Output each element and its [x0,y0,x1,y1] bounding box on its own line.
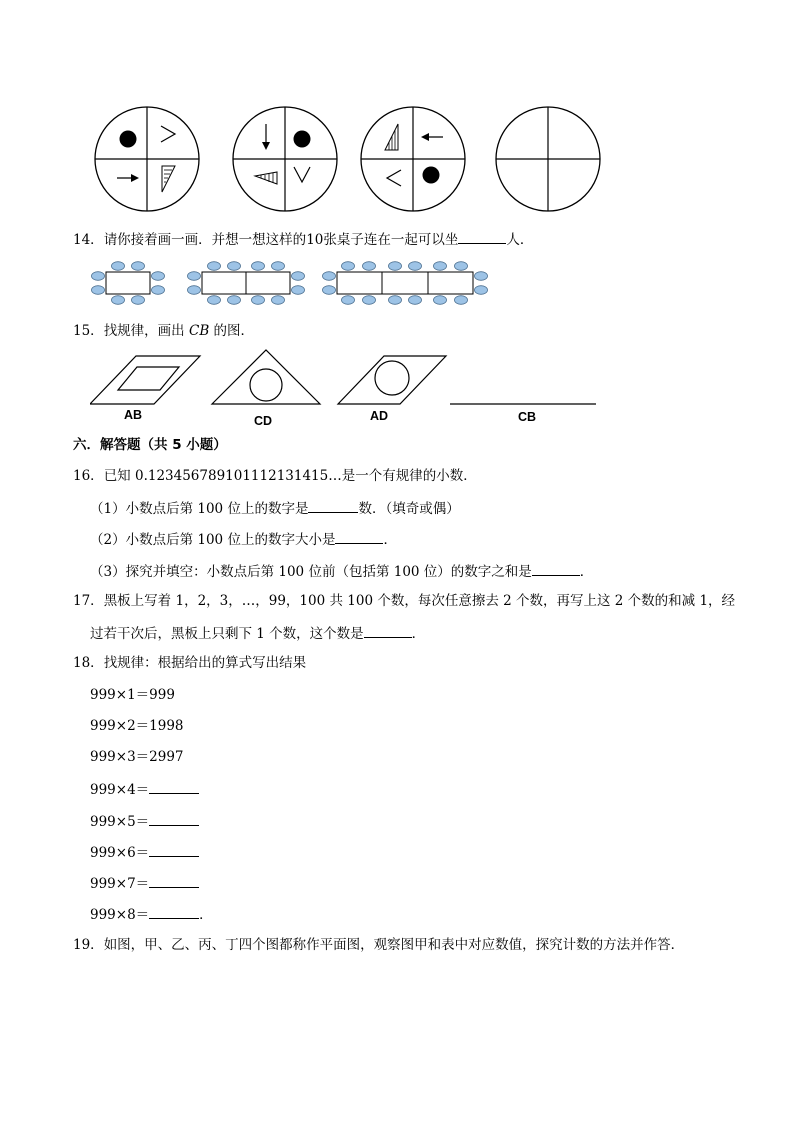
table-group-2 [188,262,305,305]
hatched-triangle-icon [255,172,277,184]
chevron-left-icon [387,170,401,186]
question-number: 19． [73,937,104,953]
equation-given-3: 999×3＝2997 [90,749,184,765]
question-16-part-3: （3）探究并填空：小数点后第 100 位前（包括第 100 位）的数字之和是 ． [90,561,593,581]
equation-given-1: 999×1＝999 [90,687,175,703]
question-number: 18． [73,655,104,671]
shape-ad [338,356,446,404]
question-17-line-2: 过若干次后，黑板上只剩下 1 个数，这个数是 ． [90,623,425,643]
chevron-down-icon [294,167,310,182]
shape-ab [90,356,200,404]
question-18-stem: 18．找规律：根据给出的算式写出结果 [73,655,307,671]
question-number: 17． [73,593,104,609]
circle-pattern-figure [85,100,615,220]
black-dot-icon [294,131,311,148]
question-15: 15．找规律，画出 CB 的图． [73,323,255,339]
equation-blank-8: 999×8＝ ． [90,904,213,924]
question-19: 19．如图，甲、乙、丙、丁四个图都称作平面图，观察图甲和表中对应数值，探究计数的方法并作答． [73,937,685,953]
shape-cd [212,350,320,404]
answer-blank[interactable] [149,779,199,794]
arrow-down-icon [262,142,270,150]
tables-figure [88,258,498,306]
chevron-right-icon [161,126,175,142]
hatched-triangle-icon [385,124,398,150]
equation-blank-4: 999×4＝ [90,779,199,799]
answer-blank[interactable] [308,498,358,513]
answer-blank[interactable] [149,842,199,857]
answer-blank[interactable] [458,229,506,244]
section-6-heading: 六．解答题（共 5 小题） [73,437,227,453]
equation-blank-7: 999×7＝ [90,873,199,893]
question-number: 16． [73,468,104,484]
answer-blank[interactable] [149,904,199,919]
pattern-circle-4-empty [496,107,600,211]
question-16-stem: 16．已知 0.123456789101112131415…是一个有规律的小数． [73,468,477,484]
label-ad: AD [370,409,389,423]
answer-blank[interactable] [532,561,580,576]
question-17-line-1: 17．黑板上写着 1，2，3，…，99，100 共 100 个数，每次任意擦去 2 个数，再写上这 2 个数的和减 1，经 [73,593,736,609]
equation-blank-6: 999×6＝ [90,842,199,862]
equation-blank-5: 999×5＝ [90,811,199,831]
black-dot-icon [423,167,440,184]
pattern-circle-3 [361,107,465,211]
question-16-part-2: （2）小数点后第 100 位上的数字大小是 ． [90,529,397,549]
answer-blank[interactable] [335,529,383,544]
arrow-right-icon [131,174,139,182]
answer-blank[interactable] [364,623,412,638]
table-group-3 [323,262,488,305]
label-cb: CB [518,410,537,424]
pattern-circle-1 [95,107,199,211]
table-group-1 [92,262,165,305]
label-cd: CD [254,414,273,428]
question-number: 15． [73,323,104,339]
answer-blank[interactable] [149,873,199,888]
shapes-figure [90,348,610,430]
black-dot-icon [120,131,137,148]
equation-given-2: 999×2＝1998 [90,718,184,734]
pattern-circle-2 [233,107,337,211]
question-16-part-1: （1）小数点后第 100 位上的数字是 数．（填奇或偶） [90,498,460,518]
arrow-left-icon [421,133,429,141]
question-14: 14．请你接着画一画．并想一想这样的10张桌子连在一起可以坐 人． [73,229,533,249]
answer-blank[interactable] [149,811,199,826]
question-number: 14． [73,232,104,248]
label-ab: AB [124,408,143,422]
